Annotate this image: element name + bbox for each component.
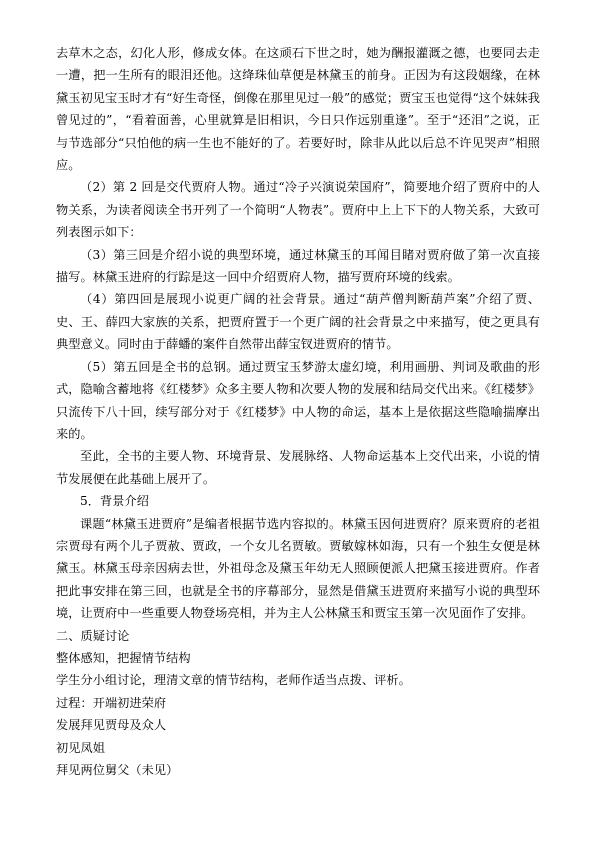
paragraph-background: 课题“林黛玉进贾府”是编者根据节选内容拟的。林黛玉因何进贾府？原来贾府的老祖宗贾母有两个儿子贾赦、贾政，一个女儿名贾敏。贾敏嫁林如海，只有一个独生女便是林黛玉。林黛玉母亲因病去世，外祖母念及黛玉年幼无人照顾便派人把黛玉接进贾府。作者把此事安排在第三回，也就是全书的序幕部分，显然是借黛玉进贾府来描写小说的典型环境，让贾府中一些重要人物登场亮相，并为主人公林黛玉和贾宝玉第一次见面作了安排。 [56,516,540,621]
paragraph-item-2: （2）第 2 回是交代贾府人物。通过“冷子兴演说荣国府”，简要地介绍了贾府中的人物关系，为读者阅读全书开列了一个简明“人物表”。贾府中上上下下的人物关系，大致可列表图示如下： [56,180,540,240]
discussion-line: 整体感知，把握情节结构 [56,650,191,665]
paragraph-item-4: （4）第四回是展现小说更广阔的社会背景。通过“葫芦僧判断葫芦案”介绍了贾、史、王、薛四大家族的关系，把贾府置于一个更广阔的社会背景之中来描写，使之更具有典型意义。同时由于薛蟠的案件自然带出薛宝钗进贾府的情节。 [56,292,540,352]
paragraph-summary: 至此，全书的主要人物、环境背景、发展脉络、人物命运基本上交代出来，小说的情节发展便在此基础上展开了。 [56,449,540,486]
paragraph-item-5: （5）第五回是全书的总钢。通过贾宝玉梦游太虚幻境，利用画册、判词及歌曲的形式，隐喻含蓄地将《红楼梦》众多主要人物和次要人物的发展和结局交代出来。《红楼梦》只流传下八十回，续写部分对于《红楼梦》中人物的命运，基本上是依据这些隐喻揣摩出来的。 [56,359,540,441]
paragraph-continued: 去草木之态，幻化人形，修成女体。在这顽石下世之时，她为酬报灌溉之德，也要同去走一遭，把一生所有的眼泪还他。这绛珠仙草便是林黛玉的前身。正因为有这段姻缘，在林黛玉初见宝玉时才有“好生奇怪，倒像在那里见过一般”的感觉；贾宝玉也觉得“这个妹妹我曾见过的”，“看着面善，心里就算是旧相识，今日只作远别重逢”。至于“还泪”之说，正与节选部分“只怕他的病一生也不能好的了。若要好时，除非从此以后总不许见哭声”相照应。 [56,46,540,173]
discussion-line: 拜见两位舅父（未见） [56,763,179,777]
discussion-line: 初见凤姐 [56,740,105,755]
section-heading-background: 5．背景介绍 [80,494,149,509]
paragraph-item-3: （3）第三回是介绍小说的典型环境，通过林黛玉的耳闻目睹对贾府做了第一次直接描写。林黛玉进府的行踪是这一回中介绍贾府人物，描写贾府环境的线索。 [56,247,540,285]
section-heading-discussion: 二、质疑讨论 [56,628,130,643]
discussion-line: 发展拜见贾母及众人 [56,718,167,733]
discussion-line: 过程：开端初进荣府 [56,695,167,710]
document-body [56,42,540,781]
discussion-line: 学生分小组讨论，理清文章的情节结构，老师作适当点拨、评析。 [56,673,411,688]
